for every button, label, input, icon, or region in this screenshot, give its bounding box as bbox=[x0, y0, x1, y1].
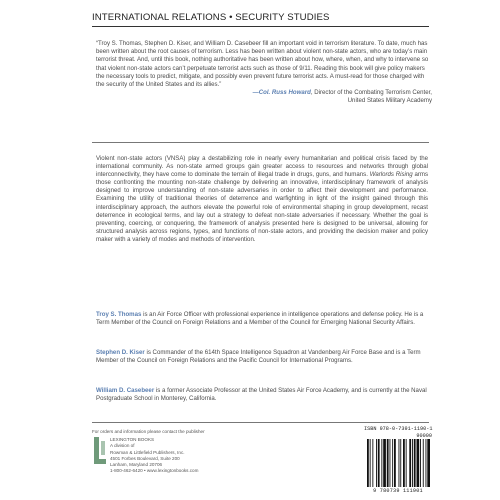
barcode-bar bbox=[403, 439, 405, 487]
author-bio-1 bbox=[96, 311, 428, 327]
description-part2: arms those confronting the mounting non-state challenge by delivering an innovative, interdisciplinary framework of analysis designed to improve understanding of non-state adversaries in order to affect their development and performance. Examining the utility of traditional theories of deterrence and warfighting in light of the insight gained through this interdisciplinary approach, the authors elevate the powerful role of environmental shaping in group development, recast deterrence in ecological terms, and lay out a strategy to defeat non-state adversaries if necessary. Whether the goal is preventing, coercing, or conquering, the framework of analysis presented here is designed to be universal, allowing for structured analysis across regions, types, and functions of non-state actors, and providing the decision maker and policy maker with a variety of modes and methods of intervention. bbox=[96, 171, 429, 243]
quote-author-institution: United States Military Academy bbox=[347, 97, 432, 105]
barcode-bar bbox=[406, 439, 407, 487]
publisher-line-5: 1-800-462-6420 • www.lexingtonbooks.com bbox=[110, 468, 199, 474]
barcode-bar bbox=[387, 439, 389, 487]
price-code: 90000 bbox=[416, 433, 432, 439]
barcode-bar bbox=[400, 439, 401, 487]
author-bio-text-2: is Commander of the 614th Space Intelligence Squadron at Vandenberg Air Force Base and is a Term Member of the Council on Foreign Relations and the Pacific Council for International Programs. bbox=[96, 349, 421, 365]
publisher-name: LEXINGTON BOOKS bbox=[110, 437, 155, 442]
isbn-label: ISBN 978-0-7391-1190-1 bbox=[364, 426, 433, 432]
barcode-bar bbox=[427, 439, 430, 487]
barcode-bar bbox=[367, 439, 369, 487]
author-bio-text-3: is a former Associate Professor at the United States Air Force Academy, and is currently at the Naval Postgraduate School in Monterey, California. bbox=[96, 387, 427, 403]
barcode-bar bbox=[414, 439, 416, 487]
barcode-bar bbox=[370, 439, 371, 487]
publisher-line-4: Lanham, Maryland 20706 bbox=[110, 462, 163, 468]
barcode-bar bbox=[383, 439, 386, 487]
author-bio-text-1: is an Air Force Officer with professional experience in intelligence operations and defense policy. He is a Term Member of the Council on Foreign Relations and a Member of the Council for Emerging National Security Affairs. bbox=[96, 311, 424, 327]
book-title: Warlords Rising bbox=[369, 171, 413, 179]
barcode-area bbox=[364, 426, 432, 492]
barcode-graphic bbox=[364, 439, 432, 487]
barcode-bar bbox=[399, 439, 400, 487]
series-heading: INTERNATIONAL RELATIONS • SECURITY STUDIES bbox=[92, 12, 330, 23]
barcode-bar bbox=[390, 439, 391, 487]
author-name-3: William D. Casebeer bbox=[96, 387, 155, 394]
quote-text: “Troy S. Thomas, Stephen D. Kiser, and William D. Casebeer fill an important void in terrorism literature. To date, much has been written about the root causes of terrorism. Less has been written about violent non-state actors, who are today’s main terrorist threat. And, until this book, nothing authoritative has been written about how, where, when, and why to intervene so that violent non-state actors can’t perpetuate terrorist acts such as those of 9/11. Reading this book will give policy makers the necessary tools to predict, mitigate, and possibly even prevent future terrorist acts. A must-read for those charged with the security of the United States and its allies.” bbox=[96, 40, 429, 89]
barcode-bar bbox=[412, 439, 413, 487]
description-part1: Violent non-state actors (VNSA) play a destabilizing role in nearly every humanitarian and political crisis faced by the international community. As non-state armed groups gain greater access to resources and networks through global interconnectivity, they have come to dominate the terrain of illegal trade in drugs, guns, and humans. bbox=[96, 155, 428, 179]
publisher-line-1: A division of bbox=[110, 443, 135, 449]
barcode-bar bbox=[392, 439, 393, 487]
lexington-books-logo-icon bbox=[93, 437, 107, 467]
barcode-bar bbox=[423, 439, 424, 487]
book-description bbox=[96, 155, 428, 244]
barcode-bar bbox=[372, 439, 373, 487]
orders-line: For orders and information please contact the publisher bbox=[92, 429, 205, 434]
bottom-rule bbox=[92, 422, 429, 423]
barcode-bar bbox=[420, 439, 421, 487]
barcode-bar bbox=[394, 439, 396, 487]
quote-author-role: , Director of the Combating Terrorism Center, bbox=[310, 89, 432, 97]
barcode-bar bbox=[378, 439, 380, 487]
author-name-2: Stephen D. Kiser bbox=[96, 349, 145, 356]
publisher-line-3: 4501 Forbes Boulevard, Suite 200 bbox=[110, 455, 180, 461]
top-rule bbox=[92, 26, 429, 27]
barcode-bar bbox=[376, 439, 377, 487]
barcode-bar bbox=[409, 439, 411, 487]
publisher-info bbox=[110, 437, 280, 475]
endorsement-quote bbox=[96, 40, 432, 106]
barcode-bar bbox=[426, 439, 427, 487]
barcode-digits: 9 780739 111901 bbox=[373, 488, 423, 494]
author-name-1: Troy S. Thomas bbox=[96, 311, 142, 318]
quote-author: —Col. Russ Howard bbox=[252, 89, 311, 97]
barcode-bar bbox=[381, 439, 382, 487]
middle-rule bbox=[92, 142, 429, 143]
quote-attribution bbox=[96, 89, 432, 105]
barcode-bar bbox=[417, 439, 420, 487]
author-bio-2 bbox=[96, 349, 428, 365]
author-bio-3 bbox=[96, 387, 428, 403]
publisher-line-2: Rowman & Littlefield Publishers, Inc. bbox=[110, 449, 185, 455]
